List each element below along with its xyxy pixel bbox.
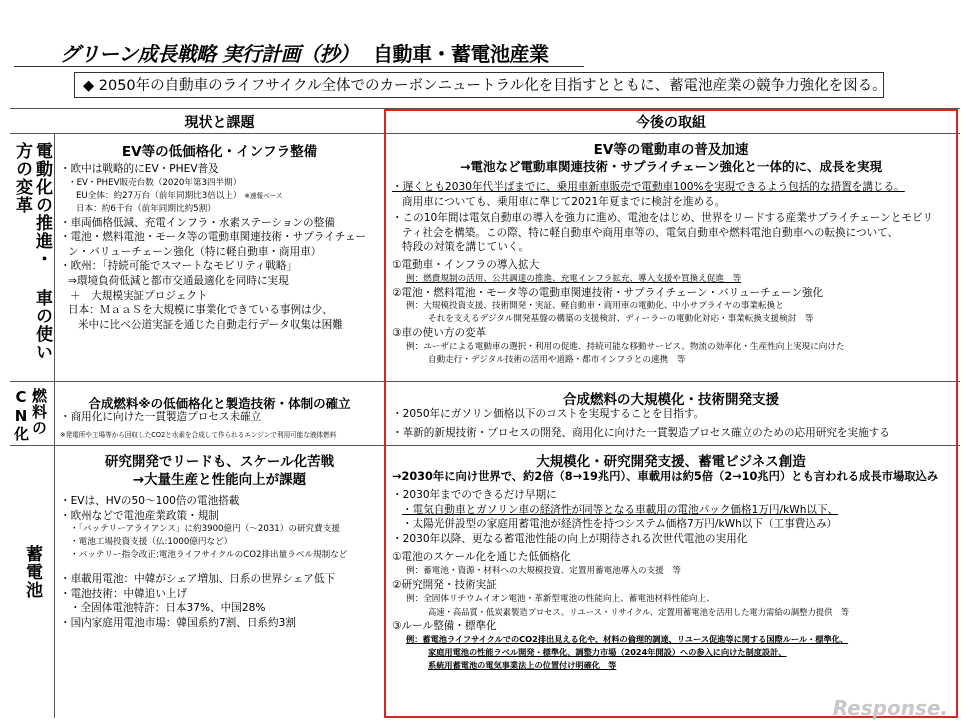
row1-right-line: それを支えるデジタル開発基盤の構築の支援検討、ディーラーの電動化対応・事業転換支援検討 等 (428, 314, 814, 325)
row1-right-line: ・遅くとも2030年代半ばまでに、乗用車新車販売で電動車100%を実現できるよう包括的な措置を講じる。 (392, 181, 905, 193)
row3-right-line: ①電池のスケール化を通じた低価格化 (392, 551, 571, 564)
row2-left-line: ・商用化に向けた一貫製造プロセス未確立 (60, 411, 262, 423)
row3-left-line: ・電池工場投資支援（仏:1000億円など） (70, 537, 233, 548)
row1-right-title: EV等の電動車の普及加速 (593, 142, 749, 158)
row3-right-body (392, 488, 849, 672)
row1-right-line: 特段の対策を講じていく。 (402, 241, 529, 254)
row2-right-body (392, 407, 890, 440)
row1-left-line: ⇒環境負荷低減と都市交通最適化を同時に実現 (68, 274, 289, 287)
row1-right-line: 自動走行・デジタル技術の活用や道路・都市インフラとの連携 等 (428, 354, 686, 365)
row1-left-line: 日本：ＭａａＳを大規模に事業化できている事例は少、 (68, 304, 333, 317)
row1-right-subtitle: →電池など電動車関連技術・サプライチェーン強化と一体的に、成長を実現 (460, 159, 882, 174)
row2-right-title: 合成燃料の大規模化・技術開発支援 (563, 392, 779, 408)
row1-left-line: ン・バリューチェーン強化（特に軽自動車・商用車） (68, 245, 322, 258)
row1-right-line: ③車の使い方の変革 (392, 327, 487, 340)
row2-right-line: ・革新的新規技術・プロセスの開発、商用化に向けた一貫製造プロセス確立のための応用研究を実施する (392, 426, 890, 439)
row3-right-line: 例：蓄電池・資源・材料への大規模投資、定置用蓄電池導入の支援 等 (406, 565, 682, 576)
row-label-electrification-2: 電動化の推進・ (32, 142, 52, 268)
row1-right-body (392, 180, 933, 367)
row3-left-line: ・車載用電池：中韓がシェア増加、日系の世界シェア低下 (60, 573, 336, 586)
row2-right-line: ・2050年にガソリン価格以下のコストを実現することを目指す。 (392, 408, 705, 420)
row-label-battery: 蓄電池 (22, 545, 42, 599)
row1-left-title: EV等の低価格化・インフラ整備 (121, 144, 318, 160)
row3-left-subtitle: →大量生産と性能向上が課題 (132, 472, 307, 488)
row-label-electrification-1: 車の使い方の変革 (12, 142, 52, 361)
row1-left-line: ・EV・PHEV販売台数（2020年第3四半期） (68, 177, 242, 188)
row1-left-line: ・車両価格低減、充電インフラ・水素ステーションの整備 (60, 216, 335, 229)
row1-right-line: 例：ユーザによる電動車の選択・利用の促進、持続可能な移動サービス、物流の効率化・生産性向上実現に向けた (406, 341, 845, 352)
header-future: 今後の取組 (636, 115, 706, 131)
row1-left-line: ・欧州：「持続可能でスマートなモビリティ戦略」 (60, 260, 298, 273)
row-label-electrification (12, 142, 52, 372)
row3-right-line: ・2030年までのできるだけ早期に (392, 489, 557, 501)
row1-right-line: ティ社会を構築。この際、特に軽自動車や商用車等の、電気自動車や燃料電池自動車への転換について、 (402, 226, 899, 239)
row1-left-line: 日本：約6千台（前年同期比約5割） (76, 203, 216, 214)
row3-left-line: ・EVは、HVの50～100倍の電池搭載 (60, 495, 240, 507)
row1-left-line: ・欧中は戦略的にEV・PHEV普及 (60, 163, 219, 175)
row1-right-line: ・この10年間は電気自動車の導入を強力に進め、電池をはじめ、世界をリードする産業サプライチェーンとモビリ (392, 212, 934, 225)
row2-left-title: 合成燃料※の低価格化と製造技術・体制の確立 (88, 396, 351, 411)
row3-right-line: 例：蓄電池ライフサイクルでのCO2排出見える化や、材料の倫理的調達、リユース促進等に関する国際ルール・標準化、 (406, 634, 849, 645)
row1-right-line: ②電池・燃料電池・モータ等の電動車関連技術・サプライチェーン・バリューチェーン強化 (392, 286, 824, 299)
row3-left-line: ・電池技術：中韓追い上げ (60, 587, 188, 600)
row3-left-line: ・バッテリー指令改正:電池ライフサイクルのCO2排出量ラベル規制など (70, 550, 348, 561)
row1-right-line: 例：燃費規制の活用、公共調達の推進、充電インフラ拡充、導入支援や買換え促進 等 (406, 273, 742, 284)
row1-right-line: 商用車についても、乗用車に準じて2021年夏までに検討を進める。 (402, 195, 726, 208)
row3-right-line: 系統用蓄電池の電気事業法上の位置付け明確化 等 (428, 660, 617, 671)
page-title-sub: 自動車・蓄電池産業 (373, 42, 549, 66)
row2-left-body (60, 410, 336, 439)
row3-left-body (60, 494, 347, 631)
row1-right-line: 例：大規模投資支援、技術開発・実証、軽自動車・商用車の電動化、中小サプライヤの事業転換と (406, 301, 784, 312)
row3-left-line: ・欧州などで電池産業政策・規制 (60, 509, 219, 522)
summary-box: ◆ 2050年の自動車のライフサイクル全体でのカーボンニュートラル化を目指すとともに、蓄電池産業の競争力強化を図る。 (74, 72, 884, 98)
row3-left-line: ・全固体電池特許：日本37%、中国28% (70, 602, 266, 615)
title-underline (14, 66, 584, 67)
row3-right-line: ③ルール整備・標準化 (392, 619, 497, 632)
row3-right-line: ・2030年以降、更なる蓄電池性能の向上が期待される次世代電池の実用化 (392, 532, 748, 545)
row3-right-line: 例：全固体リチウムイオン電池・革新型電池の性能向上、蓄電池材料性能向上、 (406, 593, 715, 604)
row3-right-subtitle: →2030年に向け世界で、約2倍（8→19兆円）、車載用は約5倍（2→10兆円）とも言われる成長市場取込み (392, 470, 939, 483)
row1-left-line: 米中に比べ公道実証を通じた自動走行データ収集は困難 (78, 318, 343, 331)
row3-right-line: ・電気自動車とガソリン車の経済性が同等となる車載用の電池パック価格1万円/kWh以下、 (402, 503, 839, 516)
row3-right-title: 大規模化・研究開発支援、蓄電ビジネス創造 (536, 454, 806, 470)
row3-right-line: ②研究開発・技術実証 (392, 578, 497, 591)
response-watermark-logo: Response. (832, 696, 948, 720)
row3-left-title: 研究開発でリードも、スケール化苦戦 (104, 454, 335, 470)
header-current: 現状と課題 (184, 115, 255, 131)
row1-left-body (60, 162, 366, 332)
page-title-main: グリーン成長戦略 実行計画（抄） (60, 42, 359, 66)
row3-right-line: 高速・高品質・低炭素製造プロセス、リユース・リサイクル、定置用蓄電池を活用した電力需給の調整力提供 等 (428, 606, 849, 617)
row-label-fuel (12, 388, 48, 444)
row3-left-line: ・国内家庭用電池市場：韓国系約7割、日系約3割 (60, 616, 296, 629)
row1-left-line: EU全体：約27万台（前年同期比3倍以上） ※速報ベース (76, 190, 283, 201)
row3-right-line: ・太陽光併設型の家庭用蓄電池が経済性を持つシステム価格7万円/kWh以下（工事費込み） (402, 518, 838, 531)
row3-left-line: ・「バッテリーアライアンス」に約3900億円（～2031）の研究費支援 (70, 524, 340, 535)
row-label-fuel-1: CN化 (12, 388, 30, 442)
row1-right-line: ①電動車・インフラの導入拡大 (392, 258, 540, 271)
grid-left-col (54, 134, 55, 718)
row1-left-line: ＋ 大規模実証プロジェクト (70, 289, 208, 302)
page-title (60, 38, 549, 67)
row3-right-line: 家庭用電池の性能ラベル開発・標準化、調整力市場（2024年開設）への参入に向けた制度設計、 (428, 647, 787, 658)
row2-left-note: ※発電所や工場等から回収したCO2と水素を合成して作られるエンジンで利用可能な液体燃料 (60, 430, 337, 439)
row-label-fuel-2: 燃料の (30, 388, 48, 436)
row1-left-line: ・電池・燃料電池・モータ等の電動車関連技術・サプライチェー (60, 231, 367, 244)
